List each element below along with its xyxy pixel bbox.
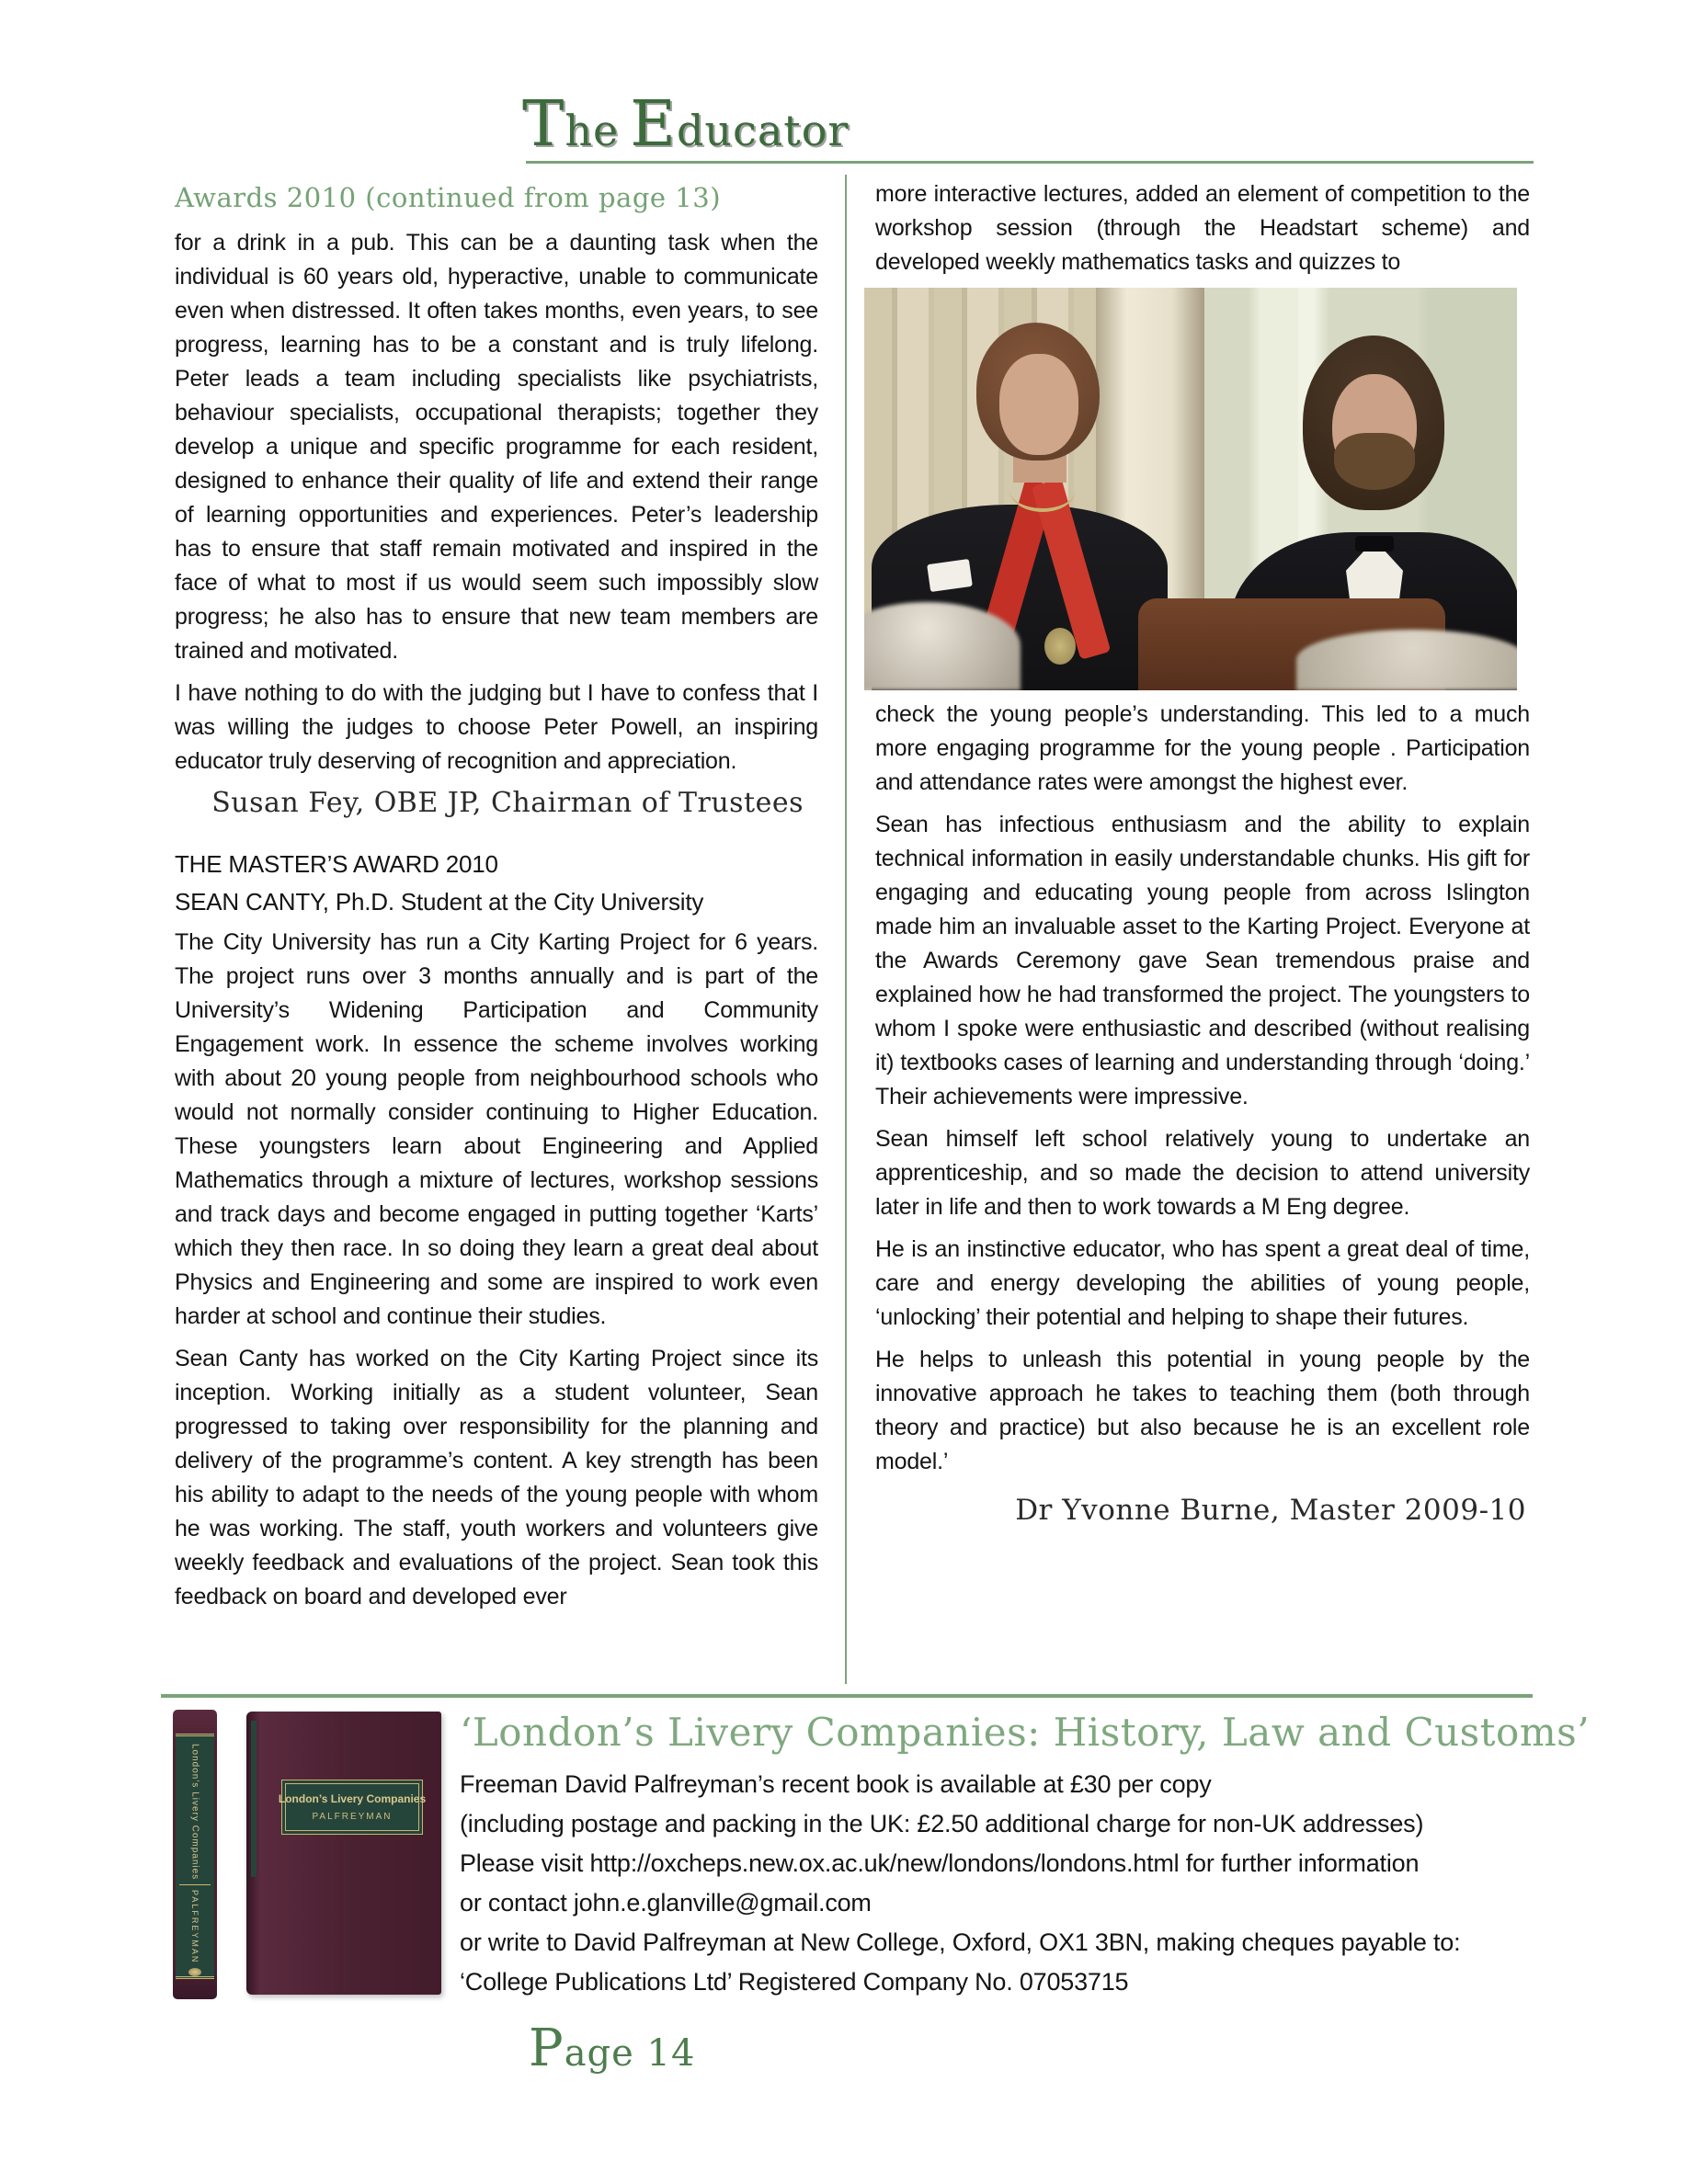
body-paragraph: Sean has infectious enthusiasm and the ability to explain technical information in easily understandable chunks. His gift for engaging and educating young people from across Islington made him an invaluable asset to the Karting Project. Everyone at the Awards Ceremony gave Sean tremendous praise and explained how he had transformed the project. The youngsters to whom I spoke were enthusiastic and described (without realising it) textbooks cases of learning and understanding through ‘doing.’ Their achievements were impressive. <box>875 812 1530 1109</box>
book-advert-heading: ‘London’s Livery Companies: History, Law and Customs’ <box>460 1710 1591 1755</box>
page-number <box>529 2019 695 2078</box>
book-advert-line: or write to David Palfreyman at New College, Oxford, OX1 3BN, making cheques payable to: <box>460 1928 1461 1956</box>
book-advert-line-url: Please visit http://oxcheps.new.ox.ac.uk/new/londons/londons.html for further information <box>460 1849 1420 1877</box>
body-paragraph: more interactive lectures, added an element of competition to the workshop session (through the Headstart scheme) and developed weekly mathematics tasks and quizzes to <box>875 181 1530 275</box>
book-cover-image <box>246 1712 441 1995</box>
body-paragraph: He is an instinctive educator, who has spent a great deal of time, care and energy developing the abilities of young people, ‘unlocking’ their potential and helping to shape their futures. <box>875 1236 1530 1330</box>
book-advert-line: Freeman David Palfreyman’s recent book is available at £30 per copy <box>460 1770 1212 1798</box>
right-column <box>875 177 1530 1527</box>
body-paragraph: Sean Canty has worked on the City Karting Project since its inception. Working initially as a student volunteer, Sean progressed to taking over responsibility for the planning and delivery of the programme’s content. A key strength has been his ability to adapt to the needs of the young people with whom he was working. The staff, youth workers and volunteers give weekly feedback and evaluations of the project. Sean took this feedback on board and developed ever <box>175 1346 818 1610</box>
photo-man-beard <box>1334 433 1415 490</box>
body-paragraph: I have nothing to do with the judging but I have to confess that I was willing the judges to choose Peter Powell, an inspiring educator truly deserving of recognition and appreciation. <box>175 680 818 774</box>
body-paragraph: The City University has run a City Karting Project for 6 years. The project runs over 3 months annually and is part of the University’s Widening Participation and Community Engagement work. In essence the scheme involves working with about 20 young people from neighbourhood schools who would not normally consider continuing to Higher Education. These youngsters learn about Engineering and Applied Mathematics through a mixture of lectures, workshop sessions and track days and become engaged in putting together ‘Karts’ which they then race. In so doing they learn a great deal about Physics and Engineering and some are inspired to work even harder at school and continue their studies. <box>175 929 818 1329</box>
book-advert-text <box>460 1708 1591 2008</box>
photo-bow-tie <box>1355 536 1394 552</box>
book-spine-gold-rule <box>179 1884 211 1885</box>
book-cover-label <box>278 1780 427 1835</box>
signature-yvonne-burne: Dr Yvonne Burne, Master 2009-10 <box>1015 1494 1526 1527</box>
photo-foreground-head <box>1296 630 1517 690</box>
page-title <box>522 88 860 161</box>
book-cover-spine-edge <box>251 1721 257 1877</box>
book-spine-author: PALFREYMAN <box>190 1890 200 1964</box>
masters-award-heading: THE MASTER’S AWARD 2010 <box>175 850 498 878</box>
continuation-note: Awards 2010 (continued from page 13) <box>175 182 722 213</box>
photo-medal <box>1044 628 1076 665</box>
photo-necklace <box>1009 468 1076 512</box>
column-divider <box>845 175 847 1684</box>
book-advert-line: (including postage and packing in the UK: £2.50 additional charge for non-UK addresses) <box>460 1810 1424 1837</box>
book-cover-author: PALFREYMAN <box>312 1812 393 1822</box>
signature-susan-fey: Susan Fey, OBE JP, Chairman of Trustees <box>211 787 804 819</box>
page-title-word-the: The <box>522 88 620 161</box>
book-spine-title: London’s Livery Companies <box>189 1744 200 1881</box>
book-cover-title: London’s Livery Companies <box>278 1792 427 1805</box>
page-title-word-educator: Educator <box>630 88 850 161</box>
book-spine-label <box>176 1734 214 1979</box>
masthead-rule <box>526 161 1534 164</box>
body-paragraph: check the young people’s understanding. This led to a much more engaging programme for the young people . Participation and attendance rates were amongst the highest ever. <box>875 701 1530 795</box>
photo-woman-face <box>999 354 1078 455</box>
book-advert-line: ‘College Publications Ltd’ Registered Company No. 07053715 <box>460 1968 1129 1996</box>
left-column <box>175 180 818 1622</box>
bottom-section-rule <box>161 1694 1533 1698</box>
page-number-label: Page 14 <box>529 2019 696 2078</box>
book-spine-emblem <box>188 1968 201 1976</box>
body-paragraph: He helps to unleash this potential in young people by the innovative approach he takes to teaching them (both through theory and practice) but also because he is an excellent role model.’ <box>875 1347 1530 1474</box>
masters-award-subheading: SEAN CANTY, Ph.D. Student at the City University <box>175 888 704 916</box>
awards-ceremony-photo <box>864 288 1517 690</box>
book-spine-image <box>173 1710 217 1999</box>
body-paragraph: Sean himself left school relatively young to undertake an apprenticeship, and so made the decision to attend university later in life and then to work towards a M Eng degree. <box>875 1126 1530 1220</box>
body-paragraph: for a drink in a pub. This can be a daunting task when the individual is 60 years old, hyperactive, unable to communicate even when distressed. It often takes months, even years, to see progress, learning has to be a constant and is truly lifelong. Peter leads a team including specialists like psychiatrists, behaviour specialists, occupational therapists; together they develop a unique and specific programme for each resident, designed to enhance their quality of life and extend their range of learning opportunities and experiences. Peter’s leadership has to ensure that staff remain motivated and inspired in the face of what to most if us would seem such impossibly slow progress; he also has to ensure that new team members are trained and motivated. <box>175 230 818 664</box>
book-advert-line-email: or contact john.e.glanville@gmail.com <box>460 1889 872 1917</box>
photo-name-badge <box>927 559 973 592</box>
